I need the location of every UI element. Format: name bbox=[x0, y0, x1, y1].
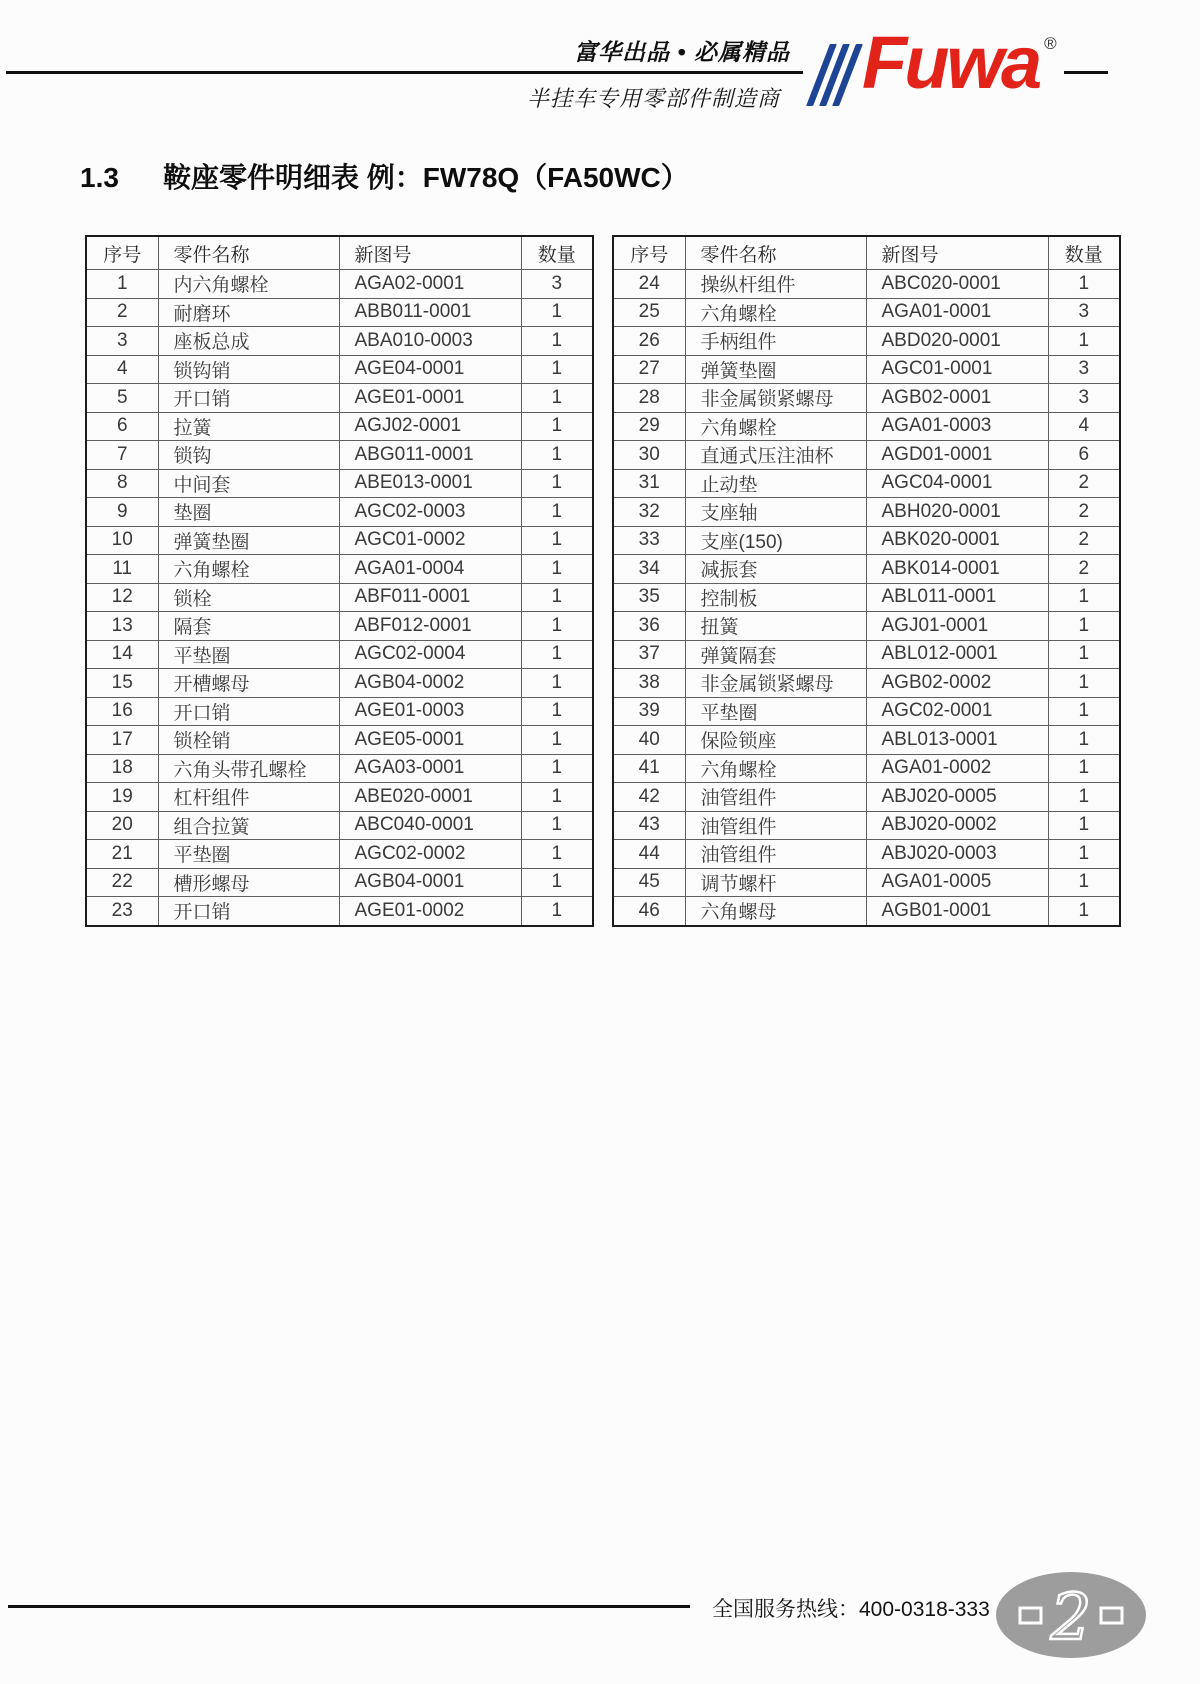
col-qty: 1 bbox=[1048, 726, 1120, 755]
col-index: 45 bbox=[613, 868, 685, 897]
col-drawing-no: AGA01-0005 bbox=[866, 868, 1048, 897]
col-index: 13 bbox=[86, 612, 158, 641]
col-header-index: 序号 bbox=[613, 236, 685, 270]
col-drawing-no: ABJ020-0005 bbox=[866, 783, 1048, 812]
col-qty: 1 bbox=[521, 640, 593, 669]
col-qty: 1 bbox=[1048, 868, 1120, 897]
col-drawing-no: ABJ020-0002 bbox=[866, 811, 1048, 840]
col-part-name: 六角头带孔螺栓 bbox=[158, 754, 339, 783]
section-number: 1.3 bbox=[80, 162, 119, 193]
footer-divider-line bbox=[8, 1605, 690, 1608]
col-part-name: 油管组件 bbox=[685, 811, 866, 840]
col-drawing-no: AGA02-0001 bbox=[339, 270, 521, 299]
table-row bbox=[86, 555, 593, 584]
col-header-part-name: 零件名称 bbox=[158, 236, 339, 270]
col-part-name: 耐磨环 bbox=[158, 298, 339, 327]
col-part-name: 支座轴 bbox=[685, 498, 866, 527]
col-index: 10 bbox=[86, 526, 158, 555]
col-drawing-no: ABD020-0001 bbox=[866, 327, 1048, 356]
col-part-name: 锁钩 bbox=[158, 441, 339, 470]
col-part-name: 开口销 bbox=[158, 897, 339, 926]
col-index: 17 bbox=[86, 726, 158, 755]
table-row bbox=[613, 840, 1120, 869]
col-qty: 1 bbox=[521, 754, 593, 783]
fuwa-logo bbox=[818, 21, 1057, 106]
table-row bbox=[86, 868, 593, 897]
col-part-name: 支座(150) bbox=[685, 526, 866, 555]
col-qty: 1 bbox=[1048, 783, 1120, 812]
col-drawing-no: AGE01-0002 bbox=[339, 897, 521, 926]
col-index: 43 bbox=[613, 811, 685, 840]
col-part-name: 油管组件 bbox=[685, 840, 866, 869]
col-part-name: 平垫圈 bbox=[685, 697, 866, 726]
col-qty: 1 bbox=[521, 868, 593, 897]
col-index: 16 bbox=[86, 697, 158, 726]
table-row bbox=[613, 697, 1120, 726]
page-number: 2 bbox=[1050, 1581, 1092, 1655]
col-qty: 1 bbox=[1048, 640, 1120, 669]
table-row bbox=[613, 498, 1120, 527]
col-drawing-no: AGC01-0002 bbox=[339, 526, 521, 555]
table-header-row bbox=[613, 236, 1120, 270]
col-drawing-no: ABF011-0001 bbox=[339, 583, 521, 612]
col-index: 22 bbox=[86, 868, 158, 897]
col-part-name: 弹簧隔套 bbox=[685, 640, 866, 669]
col-qty: 2 bbox=[1048, 555, 1120, 584]
table-row bbox=[86, 897, 593, 926]
col-qty: 3 bbox=[521, 270, 593, 299]
col-part-name: 平垫圈 bbox=[158, 840, 339, 869]
col-qty: 1 bbox=[521, 783, 593, 812]
col-index: 35 bbox=[613, 583, 685, 612]
col-drawing-no: AGA01-0002 bbox=[866, 754, 1048, 783]
parts-table-right bbox=[612, 235, 1121, 927]
table-row bbox=[613, 640, 1120, 669]
table-row bbox=[613, 355, 1120, 384]
col-part-name: 止动垫 bbox=[685, 469, 866, 498]
col-drawing-no: AGE05-0001 bbox=[339, 726, 521, 755]
col-part-name: 内六角螺栓 bbox=[158, 270, 339, 299]
col-index: 39 bbox=[613, 697, 685, 726]
header-slogan-bottom: 半挂车专用零部件制造商 bbox=[526, 86, 780, 111]
col-index: 40 bbox=[613, 726, 685, 755]
col-header-qty: 数量 bbox=[521, 236, 593, 270]
col-part-name: 锁钩销 bbox=[158, 355, 339, 384]
col-qty: 3 bbox=[1048, 355, 1120, 384]
col-qty: 1 bbox=[1048, 897, 1120, 926]
col-index: 9 bbox=[86, 498, 158, 527]
col-part-name: 座板总成 bbox=[158, 327, 339, 356]
col-qty: 1 bbox=[521, 355, 593, 384]
col-qty: 1 bbox=[521, 526, 593, 555]
col-index: 44 bbox=[613, 840, 685, 869]
logo-stripes-icon bbox=[818, 44, 857, 106]
col-drawing-no: ABK020-0001 bbox=[866, 526, 1048, 555]
col-drawing-no: ABL011-0001 bbox=[866, 583, 1048, 612]
col-qty: 1 bbox=[521, 498, 593, 527]
table-row bbox=[613, 555, 1120, 584]
col-part-name: 组合拉簧 bbox=[158, 811, 339, 840]
col-qty: 1 bbox=[1048, 583, 1120, 612]
col-index: 20 bbox=[86, 811, 158, 840]
col-index: 18 bbox=[86, 754, 158, 783]
table-row bbox=[86, 726, 593, 755]
col-part-name: 开口销 bbox=[158, 697, 339, 726]
col-part-name: 开口销 bbox=[158, 384, 339, 413]
col-qty: 1 bbox=[521, 840, 593, 869]
col-part-name: 锁栓 bbox=[158, 583, 339, 612]
table-row bbox=[613, 669, 1120, 698]
col-index: 29 bbox=[613, 412, 685, 441]
table-row bbox=[613, 897, 1120, 926]
col-drawing-no: AGC02-0002 bbox=[339, 840, 521, 869]
table-row bbox=[613, 754, 1120, 783]
registered-trademark-icon: ® bbox=[1044, 34, 1057, 53]
col-part-name: 保险锁座 bbox=[685, 726, 866, 755]
col-qty: 1 bbox=[1048, 669, 1120, 698]
col-header-drawing-no: 新图号 bbox=[339, 236, 521, 270]
col-part-name: 六角螺栓 bbox=[685, 754, 866, 783]
col-index: 3 bbox=[86, 327, 158, 356]
col-header-qty: 数量 bbox=[1048, 236, 1120, 270]
col-header-drawing-no: 新图号 bbox=[866, 236, 1048, 270]
col-drawing-no: ABE020-0001 bbox=[339, 783, 521, 812]
col-part-name: 调节螺杆 bbox=[685, 868, 866, 897]
table-row bbox=[86, 783, 593, 812]
col-drawing-no: AGJ02-0001 bbox=[339, 412, 521, 441]
col-qty: 1 bbox=[1048, 270, 1120, 299]
header-slogan-top: 富华出品 • 必属精品 bbox=[574, 39, 790, 65]
col-part-name: 开槽螺母 bbox=[158, 669, 339, 698]
table-row bbox=[86, 469, 593, 498]
col-index: 32 bbox=[613, 498, 685, 527]
col-part-name: 杠杆组件 bbox=[158, 783, 339, 812]
col-index: 42 bbox=[613, 783, 685, 812]
col-qty: 1 bbox=[521, 441, 593, 470]
table-header-row bbox=[86, 236, 593, 270]
col-drawing-no: AGE01-0001 bbox=[339, 384, 521, 413]
col-index: 4 bbox=[86, 355, 158, 384]
table-row bbox=[613, 783, 1120, 812]
col-drawing-no: AGE04-0001 bbox=[339, 355, 521, 384]
col-part-name: 垫圈 bbox=[158, 498, 339, 527]
col-drawing-no: ABC040-0001 bbox=[339, 811, 521, 840]
table-row bbox=[86, 840, 593, 869]
col-part-name: 扭簧 bbox=[685, 612, 866, 641]
col-index: 15 bbox=[86, 669, 158, 698]
col-index: 12 bbox=[86, 583, 158, 612]
col-drawing-no: AGC01-0001 bbox=[866, 355, 1048, 384]
col-index: 7 bbox=[86, 441, 158, 470]
col-qty: 1 bbox=[521, 384, 593, 413]
col-drawing-no: ABK014-0001 bbox=[866, 555, 1048, 584]
col-drawing-no: ABL013-0001 bbox=[866, 726, 1048, 755]
table-row bbox=[613, 441, 1120, 470]
col-index: 2 bbox=[86, 298, 158, 327]
col-qty: 2 bbox=[1048, 498, 1120, 527]
col-part-name: 槽形螺母 bbox=[158, 868, 339, 897]
col-qty: 1 bbox=[1048, 811, 1120, 840]
col-index: 6 bbox=[86, 412, 158, 441]
col-qty: 1 bbox=[521, 555, 593, 584]
col-qty: 1 bbox=[521, 583, 593, 612]
table-row bbox=[86, 412, 593, 441]
col-index: 36 bbox=[613, 612, 685, 641]
col-index: 11 bbox=[86, 555, 158, 584]
col-drawing-no: AGB02-0002 bbox=[866, 669, 1048, 698]
col-index: 37 bbox=[613, 640, 685, 669]
col-qty: 1 bbox=[521, 811, 593, 840]
col-header-index: 序号 bbox=[86, 236, 158, 270]
table-row bbox=[613, 868, 1120, 897]
table-row bbox=[613, 384, 1120, 413]
table-row bbox=[613, 726, 1120, 755]
col-part-name: 非金属锁紧螺母 bbox=[685, 384, 866, 413]
col-qty: 1 bbox=[521, 327, 593, 356]
col-drawing-no: AGD01-0001 bbox=[866, 441, 1048, 470]
table-row bbox=[613, 298, 1120, 327]
col-drawing-no: AGC02-0003 bbox=[339, 498, 521, 527]
col-index: 21 bbox=[86, 840, 158, 869]
col-drawing-no: ABJ020-0003 bbox=[866, 840, 1048, 869]
table-row bbox=[613, 583, 1120, 612]
col-index: 8 bbox=[86, 469, 158, 498]
col-qty: 1 bbox=[521, 298, 593, 327]
col-part-name: 平垫圈 bbox=[158, 640, 339, 669]
logo-wordmark: Fuwa bbox=[862, 21, 1040, 104]
table-row bbox=[613, 811, 1120, 840]
page-number-badge bbox=[996, 1572, 1146, 1658]
header-divider-line-right bbox=[1064, 71, 1108, 74]
col-index: 27 bbox=[613, 355, 685, 384]
col-index: 41 bbox=[613, 754, 685, 783]
service-hotline: 全国服务热线：400-0318-333 bbox=[712, 1598, 990, 1621]
col-part-name: 减振套 bbox=[685, 555, 866, 584]
col-drawing-no: AGJ01-0001 bbox=[866, 612, 1048, 641]
col-qty: 1 bbox=[521, 669, 593, 698]
col-qty: 1 bbox=[1048, 840, 1120, 869]
section-title-text: 鞍座零件明细表 例：FW78Q（FA50WC） bbox=[162, 162, 689, 193]
table-row bbox=[86, 640, 593, 669]
col-qty: 3 bbox=[1048, 384, 1120, 413]
col-drawing-no: AGC04-0001 bbox=[866, 469, 1048, 498]
table-row bbox=[613, 327, 1120, 356]
table-row bbox=[86, 270, 593, 299]
col-part-name: 油管组件 bbox=[685, 783, 866, 812]
col-part-name: 控制板 bbox=[685, 583, 866, 612]
col-part-name: 六角螺母 bbox=[685, 897, 866, 926]
col-part-name: 六角螺栓 bbox=[685, 412, 866, 441]
col-part-name: 非金属锁紧螺母 bbox=[685, 669, 866, 698]
col-part-name: 六角螺栓 bbox=[685, 298, 866, 327]
col-qty: 1 bbox=[521, 412, 593, 441]
col-part-name: 锁栓销 bbox=[158, 726, 339, 755]
table-row bbox=[86, 697, 593, 726]
table-row bbox=[613, 469, 1120, 498]
col-drawing-no: AGE01-0003 bbox=[339, 697, 521, 726]
col-index: 1 bbox=[86, 270, 158, 299]
table-row bbox=[613, 526, 1120, 555]
col-qty: 1 bbox=[1048, 612, 1120, 641]
col-qty: 1 bbox=[521, 726, 593, 755]
col-drawing-no: AGA03-0001 bbox=[339, 754, 521, 783]
col-index: 14 bbox=[86, 640, 158, 669]
col-qty: 1 bbox=[1048, 754, 1120, 783]
table-row bbox=[86, 612, 593, 641]
col-drawing-no: ABF012-0001 bbox=[339, 612, 521, 641]
table-row bbox=[613, 612, 1120, 641]
col-part-name: 弹簧垫圈 bbox=[158, 526, 339, 555]
col-index: 46 bbox=[613, 897, 685, 926]
page-title bbox=[80, 156, 689, 196]
col-index: 31 bbox=[613, 469, 685, 498]
col-drawing-no: AGB01-0001 bbox=[866, 897, 1048, 926]
col-drawing-no: AGA01-0003 bbox=[866, 412, 1048, 441]
col-part-name: 弹簧垫圈 bbox=[685, 355, 866, 384]
table-row bbox=[86, 754, 593, 783]
col-index: 30 bbox=[613, 441, 685, 470]
col-qty: 1 bbox=[521, 897, 593, 926]
col-part-name: 直通式压注油杯 bbox=[685, 441, 866, 470]
table-row bbox=[86, 526, 593, 555]
table-row bbox=[613, 412, 1120, 441]
col-drawing-no: ABC020-0001 bbox=[866, 270, 1048, 299]
col-drawing-no: AGB02-0001 bbox=[866, 384, 1048, 413]
table-row bbox=[86, 441, 593, 470]
col-drawing-no: ABL012-0001 bbox=[866, 640, 1048, 669]
col-qty: 3 bbox=[1048, 298, 1120, 327]
col-part-name: 拉簧 bbox=[158, 412, 339, 441]
col-qty: 6 bbox=[1048, 441, 1120, 470]
col-qty: 1 bbox=[521, 469, 593, 498]
table-row bbox=[86, 298, 593, 327]
col-index: 33 bbox=[613, 526, 685, 555]
table-row bbox=[613, 270, 1120, 299]
col-index: 26 bbox=[613, 327, 685, 356]
table-row bbox=[86, 498, 593, 527]
table-row bbox=[86, 669, 593, 698]
col-qty: 1 bbox=[521, 697, 593, 726]
table-row bbox=[86, 583, 593, 612]
col-drawing-no: ABG011-0001 bbox=[339, 441, 521, 470]
col-index: 19 bbox=[86, 783, 158, 812]
col-index: 38 bbox=[613, 669, 685, 698]
col-qty: 4 bbox=[1048, 412, 1120, 441]
parts-table-left bbox=[85, 235, 594, 927]
col-part-name: 操纵杆组件 bbox=[685, 270, 866, 299]
col-index: 5 bbox=[86, 384, 158, 413]
col-drawing-no: AGB04-0001 bbox=[339, 868, 521, 897]
col-drawing-no: AGB04-0002 bbox=[339, 669, 521, 698]
table-row bbox=[86, 384, 593, 413]
col-drawing-no: AGC02-0001 bbox=[866, 697, 1048, 726]
table-row bbox=[86, 327, 593, 356]
col-drawing-no: ABH020-0001 bbox=[866, 498, 1048, 527]
col-drawing-no: ABA010-0003 bbox=[339, 327, 521, 356]
col-part-name: 手柄组件 bbox=[685, 327, 866, 356]
col-drawing-no: AGA01-0004 bbox=[339, 555, 521, 584]
col-qty: 1 bbox=[521, 612, 593, 641]
col-part-name: 隔套 bbox=[158, 612, 339, 641]
table-row bbox=[86, 355, 593, 384]
table-row bbox=[86, 811, 593, 840]
col-drawing-no: AGA01-0001 bbox=[866, 298, 1048, 327]
col-drawing-no: ABE013-0001 bbox=[339, 469, 521, 498]
col-header-part-name: 零件名称 bbox=[685, 236, 866, 270]
col-qty: 1 bbox=[1048, 327, 1120, 356]
col-qty: 2 bbox=[1048, 469, 1120, 498]
header-divider-line bbox=[6, 71, 803, 74]
col-index: 24 bbox=[613, 270, 685, 299]
col-part-name: 中间套 bbox=[158, 469, 339, 498]
col-index: 28 bbox=[613, 384, 685, 413]
col-qty: 2 bbox=[1048, 526, 1120, 555]
col-qty: 1 bbox=[1048, 697, 1120, 726]
col-part-name: 六角螺栓 bbox=[158, 555, 339, 584]
col-index: 23 bbox=[86, 897, 158, 926]
col-index: 25 bbox=[613, 298, 685, 327]
col-drawing-no: AGC02-0004 bbox=[339, 640, 521, 669]
col-drawing-no: ABB011-0001 bbox=[339, 298, 521, 327]
col-index: 34 bbox=[613, 555, 685, 584]
